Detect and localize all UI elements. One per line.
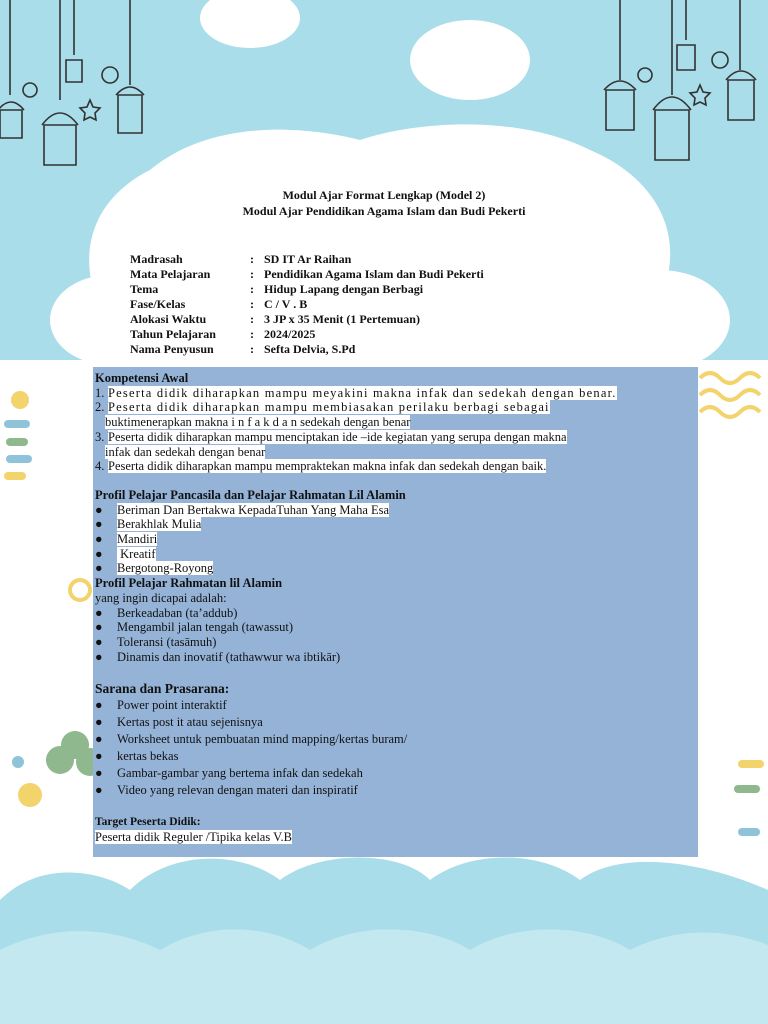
profil-rahmatan-list xyxy=(95,606,695,665)
title-line-2: Modul Ajar Pendidikan Agama Islam dan Budi Pekerti xyxy=(242,204,526,218)
list-item: ● Bergotong-Royong xyxy=(95,561,214,576)
kompetensi-list xyxy=(95,386,695,474)
list-item: ● Berakhlak Mulia xyxy=(95,517,202,532)
list-item: 3. Peserta didik diharapkan mampu menciptakan ide –ide kegiatan yang serupa dengan makna infak dan sedekah dengan benar xyxy=(95,429,567,459)
list-item: 2. Peserta didik diharapkan mampu membiasakan perilaku berbagi sebagai buktimenerapkan makna i n f a k d a n sedekah dengan benar xyxy=(95,400,550,430)
list-item: 4. Peserta didik diharapkan mampu mempraktekan makna infak dan sedekah dengan baik. xyxy=(95,459,547,474)
list-item: ● Kertas post it atau sejenisnya xyxy=(95,715,263,730)
list-item: ● Worksheet untuk pembuatan mind mapping/kertas buram/ xyxy=(95,732,408,747)
list-item: ● Video yang relevan dengan materi dan inspiratif xyxy=(95,783,358,798)
identity-table xyxy=(130,252,484,357)
sarana-heading: Sarana dan Prasarana: xyxy=(95,681,230,697)
info-row-alokasi-waktu: Alokasi Waktu : 3 JP x 35 Menit (1 Pertemuan) xyxy=(130,312,420,326)
list-item: ● Gambar-gambar yang bertema infak dan sedekah xyxy=(95,766,363,781)
kompetensi-heading: Kompetensi Awal xyxy=(95,371,189,385)
title-line-1: Modul Ajar Format Lengkap (Model 2) xyxy=(282,188,486,202)
list-item: ● Power point interaktif xyxy=(95,698,227,713)
list-item: ● Toleransi (tasāmuh) xyxy=(95,634,217,649)
list-item: ● Berkeadaban (ta’addub) xyxy=(95,605,238,620)
profil-rahmatan-heading: Profil Pelajar Rahmatan lil Alamin xyxy=(95,576,283,591)
info-row-nama-penyusun: Nama Penyusun : Sefta Delvia, S.Pd xyxy=(130,342,356,356)
list-item: ● Mandiri xyxy=(95,532,158,547)
content-body xyxy=(95,371,695,844)
info-row-tahun-pelajaran: Tahun Pelajaran : 2024/2025 xyxy=(130,327,316,341)
list-item: ● Beriman Dan Bertakwa KepadaTuhan Yang Maha Esa xyxy=(95,502,390,517)
list-item: ● Dinamis dan inovatif (tathawwur wa ibtikār) xyxy=(95,649,341,664)
profil-pancasila-list xyxy=(95,503,695,577)
info-row-fase-kelas: Fase/Kelas : C / V . B xyxy=(130,297,308,311)
target-heading: Target Peserta Didik: xyxy=(95,816,201,829)
document-title xyxy=(0,187,768,219)
profil-rahmatan-intro: yang ingin dicapai adalah: xyxy=(95,590,227,605)
info-row-mata-pelajaran: Mata Pelajaran : Pendidikan Agama Islam dan Budi Pekerti xyxy=(130,267,484,281)
list-item: ● Kreatif xyxy=(95,546,156,561)
list-item: 1. Peserta didik diharapkan mampu meyakini makna infak dan sedekah dengan benar. xyxy=(95,385,617,400)
list-item: ● kertas bekas xyxy=(95,749,179,764)
list-item: ● Mengambil jalan tengah (tawassut) xyxy=(95,620,293,635)
info-row-tema: Tema : Hidup Lapang dengan Berbagi xyxy=(130,282,424,296)
target-text: Peserta didik Reguler /Tipika kelas V.B xyxy=(95,829,292,844)
info-row-madrasah: Madrasah : SD IT Ar Raihan xyxy=(130,252,352,266)
profil-pancasila-heading: Profil Pelajar Pancasila dan Pelajar Rahmatan Lil Alamin xyxy=(95,487,406,502)
sarana-list xyxy=(95,697,695,799)
